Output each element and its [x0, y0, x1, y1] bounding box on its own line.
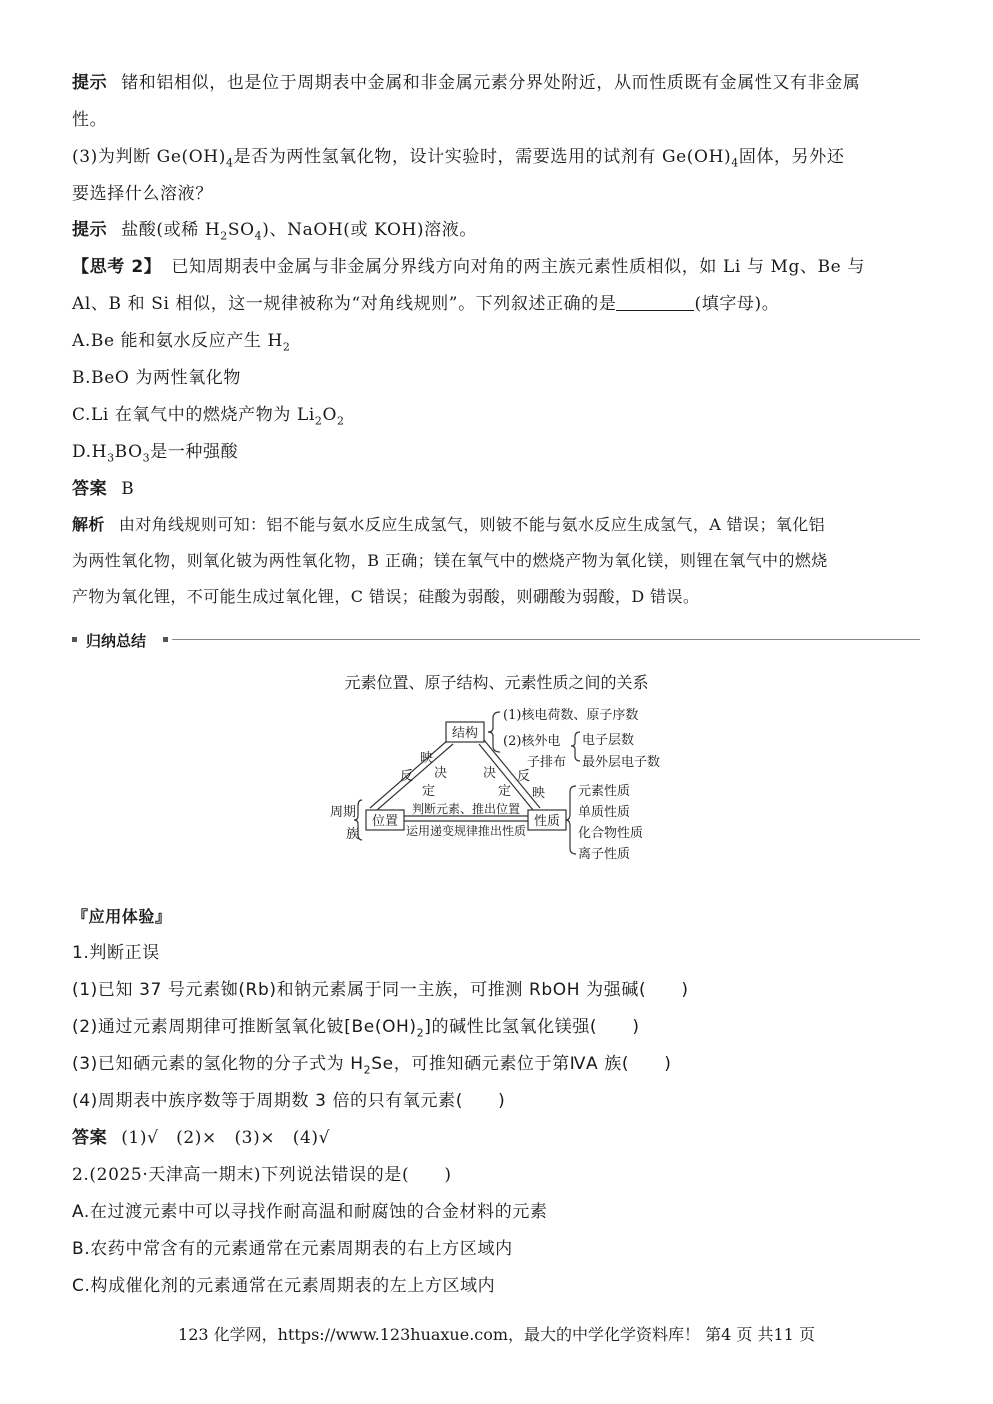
option-c-text-b: O	[322, 405, 338, 425]
judge-title: 1.判断正误	[72, 943, 160, 963]
option-d-sub-1: 3	[107, 451, 115, 465]
summary-title: 归纳总结	[86, 632, 147, 650]
question-3-continuation: 要选择什么溶液？	[72, 184, 213, 204]
answer-2	[72, 1127, 922, 1149]
option-c	[72, 404, 922, 426]
judge-2-text-b: ]的碱性比氢氧化镁强( )	[424, 1017, 640, 1037]
square-bullet-icon	[163, 637, 168, 642]
outer-electrons: 最外层电子数	[582, 755, 661, 770]
hint2-sub-2: 4	[254, 229, 263, 243]
answer-1-text: B	[121, 479, 135, 499]
summary-header	[72, 630, 920, 650]
branch-2a: (2)核外电	[503, 734, 561, 749]
judge-2-sub: 2	[416, 1026, 425, 1040]
hint-label: 提示	[72, 73, 108, 93]
analysis-text-1: 由对角线规则可知：铝不能与氨水反应生成氢气，则铍不能与氨水反应生成氢气，A 错误；氧化铝	[118, 515, 826, 534]
judge-3-text-a: (3)已知硒元素的氢化物的分子式为 H	[72, 1054, 364, 1074]
infer-property: 运用递变规律推出性质	[405, 824, 527, 838]
prop-ion: 离子性质	[578, 847, 631, 862]
option-d	[72, 441, 922, 463]
position-box: 位置	[371, 814, 399, 829]
hint2-sub-1: 2	[220, 229, 228, 243]
judge-item-3	[72, 1053, 922, 1075]
option-a-sub: 2	[282, 340, 291, 354]
analysis-line-3: 产物为氧化锂，不可能生成过氧化锂，C 错误；硅酸为弱酸，则硼酸为弱酸，D 错误。	[72, 587, 700, 606]
option-a	[72, 330, 922, 352]
q3-sub-2: 4	[731, 156, 739, 170]
option-c-text-a: C.Li 在氧气中的燃烧产物为 Li	[72, 405, 315, 425]
branch-2b: 子排布	[527, 755, 567, 770]
property-box: 性质	[533, 814, 561, 829]
hint2-text-c: )、NaOH(或 KOH)溶液。	[262, 220, 477, 240]
left-ying: 映	[420, 751, 434, 766]
hint2-text-a: 盐酸(或稀 H	[121, 220, 221, 240]
answer-1-label: 答案	[72, 479, 108, 499]
q2-option-a: A.在过渡元素中可以寻找作耐高温和耐腐蚀的合金材料的元素	[72, 1202, 548, 1222]
option-d-text-a: D.H	[72, 442, 108, 462]
period-label: 周期	[330, 805, 357, 820]
q2-option-b: B.农药中常含有的元素通常在元素周期表的右上方区域内	[72, 1239, 513, 1259]
option-d-sub-2: 3	[142, 451, 151, 465]
question-3	[72, 146, 922, 168]
option-d-text-c: 是一种强酸	[150, 442, 239, 462]
analysis-label: 解析	[72, 515, 105, 534]
right-jue: 决	[483, 766, 497, 781]
right-fan: 反	[517, 769, 531, 784]
apply-title	[72, 906, 922, 928]
page-footer: 123 化学网，https://www.123huaxue.com，最大的中学化学资料库！ 第4 页 共11 页	[178, 1325, 815, 1344]
judge-2-text-a: (2)通过元素周期律可推断氢氧化铍[Be(OH)	[72, 1017, 417, 1037]
prop-simple: 单质性质	[578, 805, 631, 820]
infer-position: 判断元素、推出位置	[411, 802, 521, 816]
square-bullet-icon	[72, 637, 77, 642]
relationship-diagram	[0, 700, 993, 870]
hint-2-line	[72, 219, 922, 241]
think-2-continuation	[72, 293, 922, 315]
question-2: 2.(2025·天津高一期末)下列说法错误的是( )	[72, 1165, 452, 1185]
prop-element: 元素性质	[578, 784, 631, 799]
option-c-sub-1: 2	[314, 414, 323, 428]
left-jue: 决	[434, 766, 448, 781]
q2-option-c: C.构成催化剂的元素通常在元素周期表的左上方区域内	[72, 1276, 496, 1296]
q3-text-c: 固体，另外还	[738, 147, 845, 167]
hint-line	[72, 72, 922, 94]
q3-text-a: (3)为判断 Ge(OH)	[72, 147, 226, 167]
option-a-text: A.Be 能和氨水反应产生 H	[72, 331, 283, 351]
q3-text-b: 是否为两性氢氧化物，设计实验时，需要选用的试剂有 Ge(OH)	[233, 147, 732, 167]
hint-2-label: 提示	[72, 220, 108, 240]
electron-layers: 电子层数	[582, 733, 635, 748]
prop-compound: 化合物性质	[578, 826, 644, 841]
analysis-line-1	[72, 514, 922, 536]
answer-2-text: (1)√ (2)× (3)× (4)√	[121, 1128, 331, 1148]
hint-continuation: 性。	[72, 110, 108, 130]
left-fan: 反	[400, 769, 414, 784]
structure-box: 结构	[451, 726, 479, 741]
branch-1: (1)核电荷数、原子序数	[503, 708, 639, 723]
right-ying: 映	[532, 786, 546, 801]
header-rule	[172, 639, 920, 640]
judge-item-2	[72, 1016, 922, 1038]
answer-1	[72, 478, 922, 500]
think-2-text: 已知周期表中金属与非金属分界线方向对角的两主族元素性质相似，如 Li 与 Mg、Be 与	[171, 257, 865, 277]
analysis-line-2: 为两性氧化物，则氧化铍为两性氧化物，B 正确；镁在氧气中的燃烧产物为氧化镁，则锂在氧气中的燃烧	[72, 551, 828, 570]
apply-title-text: 『应用体验』	[72, 907, 172, 926]
think-2-cont-post: (填字母)。	[694, 294, 780, 314]
judge-item-1: (1)已知 37 号元素铷(Rb)和钠元素属于同一主族，可推测 RbOH 为强碱( )	[72, 980, 689, 1000]
group-label: 族	[346, 827, 360, 842]
hint2-text-b: SO	[227, 220, 255, 240]
think-2-line	[72, 256, 922, 278]
left-ding: 定	[422, 784, 436, 799]
q3-sub-1: 4	[225, 156, 234, 170]
judge-3-text-b: Se，可推知硒元素位于第ⅣA 族( )	[371, 1054, 672, 1074]
judge-3-sub: 2	[363, 1063, 372, 1077]
option-d-text-b: BO	[114, 442, 143, 462]
diagram-title: 元素位置、原子结构、元素性质之间的关系	[344, 673, 649, 692]
judge-item-4: (4)周期表中族序数等于周期数 3 倍的只有氧元素( )	[72, 1091, 506, 1111]
option-c-sub-2: 2	[337, 414, 345, 428]
option-b: B.BeO 为两性氧化物	[72, 368, 241, 388]
answer-2-label: 答案	[72, 1128, 108, 1148]
hint-text: 锗和铝相似，也是位于周期表中金属和非金属元素分界处附近，从而性质既有金属性又有非金属	[121, 73, 861, 93]
think-2-cont-text: Al、B 和 Si 相似，这一规律被称为“对角线规则”。下列叙述正确的是	[72, 294, 617, 314]
answer-blank	[616, 294, 694, 311]
right-ding: 定	[498, 784, 512, 799]
think-2-label: 【思考 2】	[72, 257, 162, 277]
